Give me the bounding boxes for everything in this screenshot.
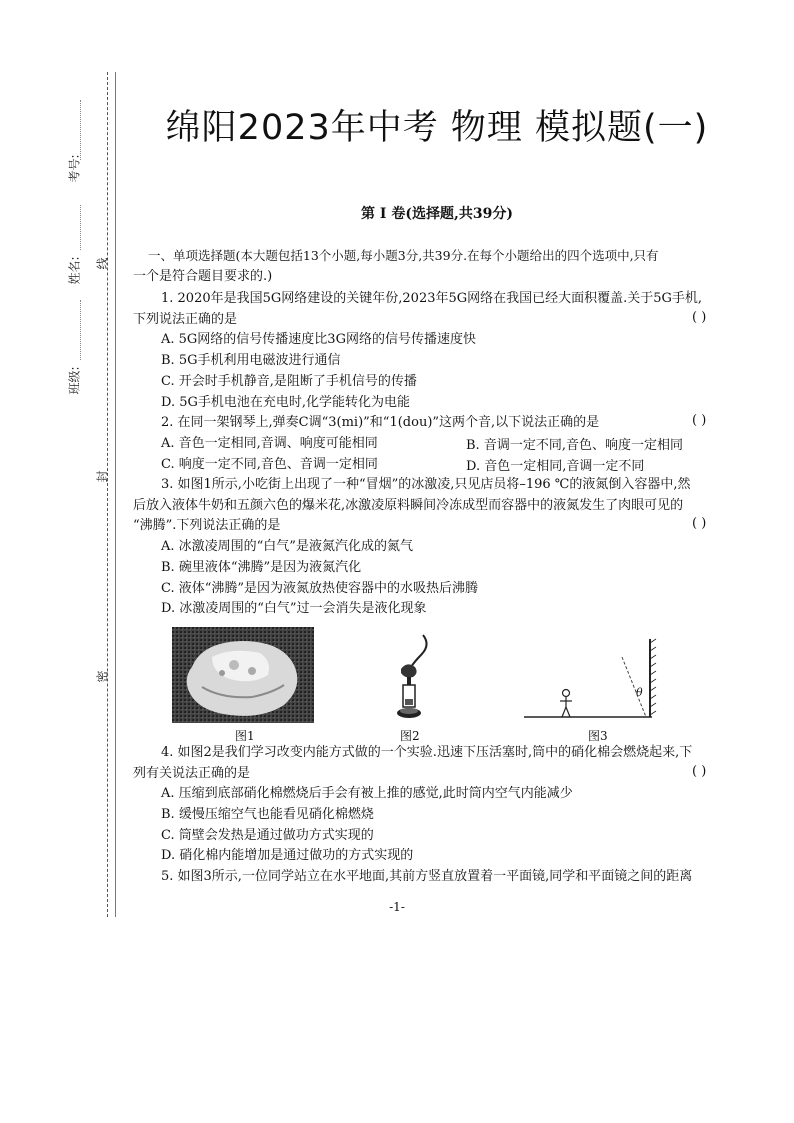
q3-stem-line-3: “沸腾”.下列说法正确的是	[133, 518, 281, 533]
q3-option-b: B. 碗里液体“沸腾”是因为液氮汽化	[161, 560, 362, 575]
exam-number-blank	[80, 100, 81, 160]
page-title: 绵阳2023年中考 物理 模拟题(一)	[165, 108, 709, 148]
q3-answer-paren: ( )	[692, 516, 707, 531]
figure-1-caption: 图1	[235, 729, 255, 743]
figure-2-piston-apparatus	[385, 633, 435, 723]
figure-3-mirror-diagram	[522, 637, 662, 721]
q1-option-c: C. 开会时手机静音,是阻断了手机信号的传播	[161, 374, 417, 389]
seal-mark-mi: 密	[95, 670, 110, 683]
section-title: 第 Ⅰ 卷(选择题,共39分)	[361, 206, 513, 222]
q1-stem-line-1: 1. 2020年是我国5G网络建设的关键年份,2023年5G网络在我国已经大面积覆盖.关于5G手机,	[161, 291, 703, 306]
q1-answer-paren: ( )	[692, 310, 707, 325]
q3-stem-line-1: 3. 如图1所示,小吃街上出现了一种“冒烟”的冰激凌,只见店员将–196 ℃的液氮倒入容器中,然	[161, 477, 691, 492]
q3-option-a: A. 冰激凌周围的“白气”是液氮汽化成的氮气	[161, 539, 413, 554]
q4-stem-line-1: 4. 如图2是我们学习改变内能方式做的一个实验.迅速下压活塞时,筒中的硝化棉会燃烧起来,下	[161, 745, 693, 760]
q4-option-a: A. 压缩到底部硝化棉燃烧后手会有被上推的感觉,此时筒内空气内能减少	[161, 786, 573, 801]
q2-answer-paren: ( )	[692, 413, 707, 428]
seal-mark-xian: 线	[95, 257, 110, 270]
page-number: -1-	[389, 900, 405, 914]
class-blank	[80, 300, 81, 360]
q2-option-d: D. 音色一定相同,音调一定不同	[466, 459, 645, 474]
q2-option-c: C. 响度一定不同,音色、音调一定相同	[161, 457, 378, 472]
q4-option-d: D. 硝化棉内能增加是通过做功的方式实现的	[161, 848, 414, 863]
figure-3-theta-label: θ	[636, 686, 643, 699]
q5-stem-line-1: 5. 如图3所示,一位同学站立在水平地面,其前方竖直放置着一平面镜,同学和平面镜之间的距离	[161, 869, 693, 884]
q4-stem-line-2: 列有关说法正确的是	[133, 766, 251, 781]
q2-option-b: B. 音调一定不同,音色、响度一定相同	[466, 438, 683, 453]
exam-number-label: 考号:	[67, 154, 82, 183]
binding-dashed-line	[107, 72, 108, 917]
binding-solid-line	[115, 72, 116, 917]
q4-option-b: B. 缓慢压缩空气也能看见硝化棉燃烧	[161, 807, 374, 822]
q4-option-c: C. 筒壁会发热是通过做功方式实现的	[161, 828, 374, 843]
q2-stem-line-1: 2. 在同一架钢琴上,弹奏C调“3(mi)”和“1(dou)”这两个音,以下说法正确的是	[161, 415, 600, 430]
name-label: 姓名:	[67, 256, 82, 285]
q4-answer-paren: ( )	[692, 764, 707, 779]
seal-mark-feng: 封	[95, 470, 110, 483]
q1-option-d: D. 5G手机电池在充电时,化学能转化为电能	[161, 395, 411, 410]
q1-stem-line-2: 下列说法正确的是	[133, 312, 238, 327]
name-blank	[80, 205, 81, 250]
q2-option-a: A. 音色一定相同,音调、响度可能相同	[161, 436, 378, 451]
q1-option-a: A. 5G网络的信号传播速度比3G网络的信号传播速度快	[161, 332, 476, 347]
q3-option-d: D. 冰激凌周围的“白气”过一会消失是液化现象	[161, 601, 427, 616]
instruction-line-2: 一个是符合题目要求的.)	[133, 269, 273, 284]
figure-3-caption: 图3	[588, 729, 608, 743]
q1-option-b: B. 5G手机利用电磁波进行通信	[161, 353, 341, 368]
q3-stem-line-2: 后放入液体牛奶和五颜六色的爆米花,冰激凌原料瞬间冷冻成型而容器中的液氮发生了肉眼可见的	[133, 498, 684, 513]
instruction-line-1: 一、单项选择题(本大题包括13个小题,每小题3分,共39分.在每个小题给出的四个选项中,只有	[148, 248, 659, 263]
figure-2-caption: 图2	[400, 729, 420, 743]
figure-1-ice-cream-photo	[172, 627, 314, 723]
q3-option-c: C. 液体“沸腾”是因为液氮放热使容器中的水吸热后沸腾	[161, 581, 479, 596]
class-label: 班级:	[67, 366, 82, 395]
